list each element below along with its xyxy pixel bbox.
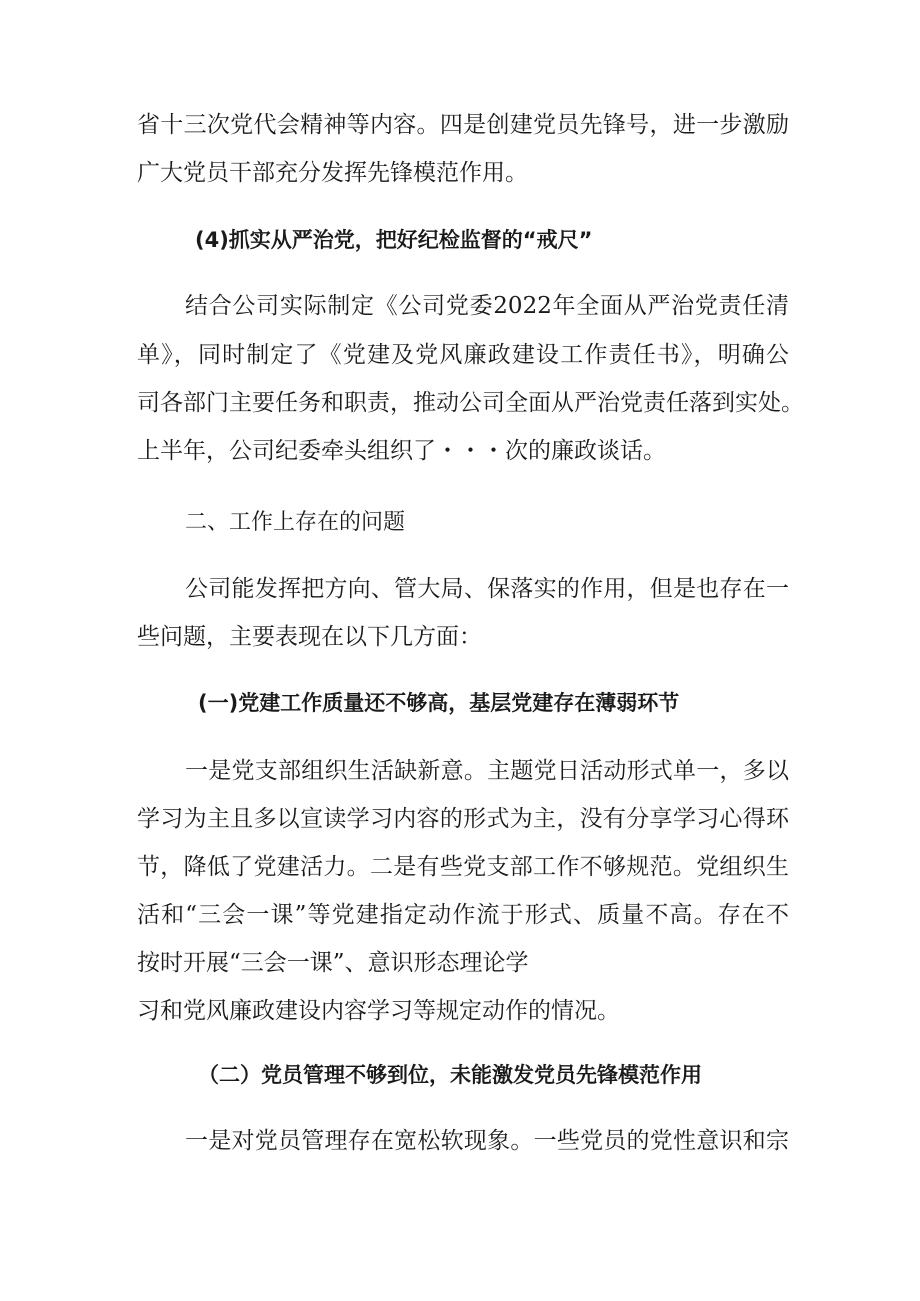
body-text-line: 学习为主且多以宣读学习内容的形式为主，没有分享学习心得环 — [137, 806, 789, 832]
body-text-line: 节，降低了党建活力。二是有些党支部工作不够规范。党组织生 — [137, 854, 789, 880]
body-text-line: 习和党风廉政建设内容学习等规定动作的情况。 — [137, 998, 620, 1024]
subsection-heading: （二）党员管理不够到位，未能激发党员先锋模范作用 — [198, 1063, 702, 1087]
body-text-line: 司各部门主要任务和职责，推动公司全面从严治党责任落到实处。 — [137, 390, 804, 416]
subsection-heading: (一)党建工作质量还不够高，基层党建存在薄弱环节 — [198, 691, 680, 715]
body-text-line: 公司能发挥把方向、管大局、保落实的作用，但是也存在一 — [185, 576, 789, 602]
body-text-line: 一是对党员管理存在宽松软现象。一些党员的党性意识和宗 — [185, 1128, 789, 1154]
body-text-line: 上半年，公司纪委牵头组织了・・・次的廉政谈话。 — [137, 438, 666, 464]
body-text-line: 些问题，主要表现在以下几方面： — [137, 624, 482, 650]
body-text-line: 活和“三会一课”等党建指定动作流于形式、质量不高。存在不 — [137, 902, 789, 928]
body-text-line: 省十三次党代会精神等内容。四是创建党员先锋号，进一步激励 — [137, 112, 789, 138]
body-text-line: 广大党员干部充分发挥先锋模范作用。 — [137, 160, 528, 186]
body-text-line: 结合公司实际制定《公司党委2022年全面从严治党责任清 — [185, 293, 789, 319]
body-text-line: 单》，同时制定了《党建及党风廉政建设工作责任书》，明确公 — [137, 342, 789, 368]
section-heading: 二、工作上存在的问题 — [185, 510, 406, 535]
body-text-line: 一是党支部组织生活缺新意。主题党日活动形式单一，多以 — [185, 758, 789, 784]
subsection-heading: (4)抓实从严治党，把好纪检监督的“戒尺” — [195, 228, 593, 252]
body-text-line: 按时开展“三会一课”、意识形态理论学 — [137, 950, 529, 976]
